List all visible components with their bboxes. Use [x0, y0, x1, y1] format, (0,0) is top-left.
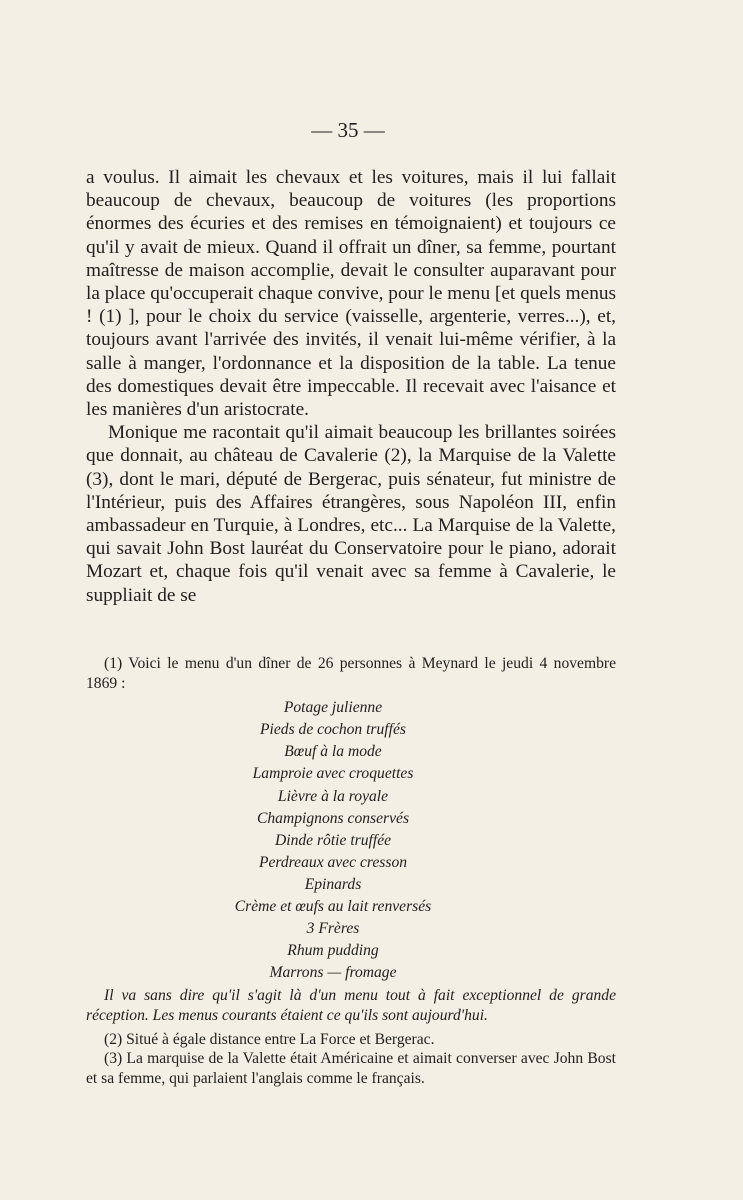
paragraph: a voulus. Il aimait les chevaux et les voitures, mais il lui fallait beaucoup de chevaux, beaucoup de voitures (les proportions énormes des écuries et des remises en témoignaient) et toujours ce qu'il y avait de mieux. Quand il offrait un dîner, sa femme, pourtant maîtresse de maison accomplie, devait le consulter auparavant pour la place qu'occuperait chaque convive, pour le menu [et quels menus ! (1) ], pour le choix du service (vaisselle, argenterie, verres...), et, toujours avant l'arrivée des invités, il venait lui-même vérifier, à la salle à manger, l'ordonnance et la disposition de la table. La tenue des domestiques devait être impeccable. Il recevait avec l'aisance et les manières d'un aristocrate. [86, 167, 616, 421]
menu-note: Il va sans dire qu'il s'agit là d'un menu tout à fait exceptionnel de grande réception. Les menus courants étaient ce qu'ils sont aujourd'hui. [86, 987, 616, 1024]
menu-item: Dinde rôtie truffée [274, 831, 392, 849]
menu-item: Marrons — fromage [269, 964, 397, 982]
menu-item: 3 Frères [306, 920, 360, 938]
footnotes [86, 654, 616, 1088]
menu-item: Epinards [304, 875, 362, 893]
menu-item: Lièvre à la royale [277, 787, 389, 805]
menu-item: Crème et œufs au lait renversés [234, 898, 432, 916]
menu-list [86, 697, 616, 984]
menu-item: Pieds de cochon truffés [260, 721, 406, 739]
menu-item: Champignons conservés [256, 809, 410, 827]
page-number: — 35 — [311, 118, 385, 142]
menu-item: Lamproie avec croquettes [252, 765, 414, 783]
body-text [86, 166, 616, 607]
menu-item: Perdreaux avec cresson [258, 853, 408, 871]
footnote-3: (3) La marquise de la Valette était Américaine et aimait converser avec John Bost et sa femme, qui parlaient l'anglais comme le français. [86, 1050, 616, 1087]
menu-item: Bœuf à la mode [284, 743, 382, 761]
footnote-2: (2) Situé à égale distance entre La Force et Bergerac. [104, 1030, 435, 1048]
paragraph: Monique me racontait qu'il aimait beaucoup les brillantes soirées que donnait, au château de Cavalerie (2), la Marquise de la Valette (3), dont le mari, député de Bergerac, puis sénateur, fut ministre de l'Intérieur, puis des Affaires étrangères, sous Napoléon III, enfin ambassadeur en Turquie, à Londres, etc... La Marquise de la Valette, qui savait John Bost lauréat du Conservatoire pour le piano, adorait Mozart et, chaque fois qu'il venait avec sa femme à Cavalerie, le suppliait de se [86, 422, 616, 606]
footnote-1: (1) Voici le menu d'un dîner de 26 personnes à Meynard le jeudi 4 novembre 1869 : [86, 655, 616, 692]
menu-item: Rhum pudding [287, 942, 379, 960]
menu-item: Potage julienne [283, 699, 383, 717]
